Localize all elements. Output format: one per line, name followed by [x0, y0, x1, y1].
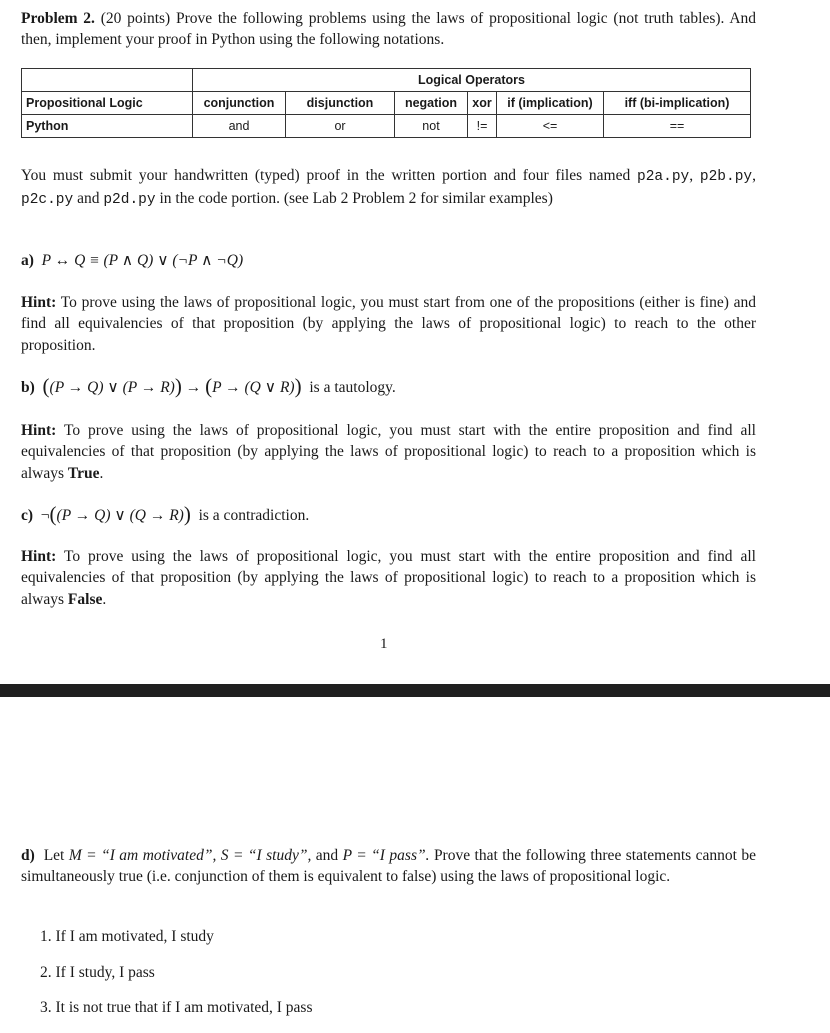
- list-item: 2. If I study, I pass: [40, 963, 155, 981]
- hint-2: [21, 420, 756, 484]
- col-biimplication: iff (bi-implication): [604, 92, 751, 115]
- hint-2-text: To prove using the laws of propositional logic, you must start with the entire proposition and find all equivalencies of that proposition (by applying the laws of propositional logic) to reach to a proposition which is always: [21, 422, 756, 482]
- hint-1-text: To prove using the laws of propositional logic, you must start from one of the propositions (either is fine) and find all equivalencies of that proposition (by applying the laws of propositional logic) to reach to the other proposition.: [21, 294, 756, 354]
- list-item: 1. If I am motivated, I study: [40, 928, 214, 945]
- submit-text-1: You must submit your handwritten (typed) proof in the written portion and four files named: [21, 167, 631, 184]
- python-implication: <=: [497, 115, 604, 138]
- file-p2a: p2a.py: [637, 169, 690, 185]
- python-conjunction: and: [193, 115, 286, 138]
- part-b-suffix: is a tautology.: [309, 379, 396, 396]
- hint-2-emph: True: [67, 464, 100, 482]
- python-xor: !=: [468, 115, 497, 138]
- part-a-label: a): [21, 252, 34, 269]
- hint-1: [21, 292, 756, 356]
- file-p2d: p2d.py: [103, 192, 156, 209]
- list-item: 3. It is not true that if I am motivated, I pass: [40, 999, 313, 1016]
- part-b: b) ((P → Q) ∨ (P → R)) → (P → (Q ∨ R)) is a tautology.: [21, 374, 396, 398]
- table-corner-cell: [22, 69, 193, 92]
- part-b-formula-1: (P → Q) ∨ (P → R): [49, 379, 175, 396]
- part-d-label: d): [21, 847, 35, 864]
- hint-3-end: .: [102, 590, 107, 608]
- part-b-arrow: →: [185, 379, 202, 396]
- hint-3-text: To prove using the laws of propositional logic, you must start with the entire proposition and find all equivalencies of that proposition (by applying the laws of propositional logic) to reach to a proposition which is always: [21, 548, 756, 608]
- file-p2b: p2b.py: [699, 169, 753, 185]
- part-b-formula-2: P → (Q ∨ R): [212, 379, 295, 396]
- statement-list: [40, 926, 312, 1033]
- part-d-s-def: S = “I study”,: [220, 847, 312, 864]
- file-p2c: p2c.py: [21, 192, 74, 209]
- part-c: c) ¬((P → Q) ∨ (Q → R)) is a contradiction.: [21, 502, 310, 526]
- hint-2-label: Hint:: [21, 422, 57, 439]
- part-d: [21, 845, 756, 888]
- part-a-formula: P ↔ Q ≡ (P ∧ Q) ∨ (¬P ∧ ¬Q): [41, 252, 244, 269]
- python-disjunction: or: [286, 115, 395, 138]
- part-d-text-1: Let: [43, 847, 65, 864]
- part-c-neg: ¬: [40, 507, 50, 524]
- part-d-text-2: Prove that the following three statements cannot be simultaneously true (i.e. conjunction of them is equivalent to false) using the laws of propositional logic.: [21, 847, 757, 886]
- python-biimplication: ==: [604, 115, 751, 138]
- page-separator: [0, 684, 830, 697]
- hint-2-end: .: [99, 464, 104, 482]
- part-c-suffix: is a contradiction.: [198, 507, 310, 524]
- hint-3: [21, 546, 756, 610]
- part-c-label: c): [21, 507, 34, 524]
- problem-label: Problem 2.: [21, 10, 95, 27]
- python-negation: not: [395, 115, 468, 138]
- col-disjunction: disjunction: [286, 92, 395, 115]
- hint-3-emph: False: [67, 590, 103, 608]
- page-number: 1: [380, 636, 388, 652]
- hint-3-label: Hint:: [21, 548, 57, 565]
- col-xor: xor: [468, 92, 497, 115]
- submit-and-word: and: [77, 190, 100, 208]
- part-d-m-def: M = “I am motivated”,: [68, 847, 217, 864]
- part-a: [21, 250, 756, 271]
- row-header-python: Python: [22, 115, 193, 138]
- operators-table: [21, 68, 751, 138]
- submit-text-2: in the code portion. (see Lab 2 Problem 2 for similar examples): [159, 190, 553, 208]
- col-negation: negation: [395, 92, 468, 115]
- part-b-label: b): [21, 379, 35, 396]
- part-d-p-def: P = “I pass”.: [342, 847, 430, 864]
- part-d-and: and: [315, 847, 339, 864]
- hint-1-label: Hint:: [21, 294, 57, 311]
- problem-points: (20 points): [100, 10, 171, 27]
- row-header-propositional: Propositional Logic: [22, 92, 193, 115]
- problem-intro: [21, 8, 756, 51]
- part-c-formula: (P → Q) ∨ (Q → R): [56, 507, 184, 524]
- col-conjunction: conjunction: [193, 92, 286, 115]
- table-group-header: Logical Operators: [193, 69, 751, 92]
- col-implication: if (implication): [497, 92, 604, 115]
- problem-intro-text: Prove the following problems using the laws of propositional logic (not truth tables). And then, implement your proof in Python using the following notations.: [21, 10, 757, 49]
- submission-instructions: You must submit your handwritten (typed) proof in the written portion and four files named p2a.py, p2b.py, p2c.py and p2d.py in the code portion. (see Lab 2 Problem 2 for similar examples): [21, 167, 756, 209]
